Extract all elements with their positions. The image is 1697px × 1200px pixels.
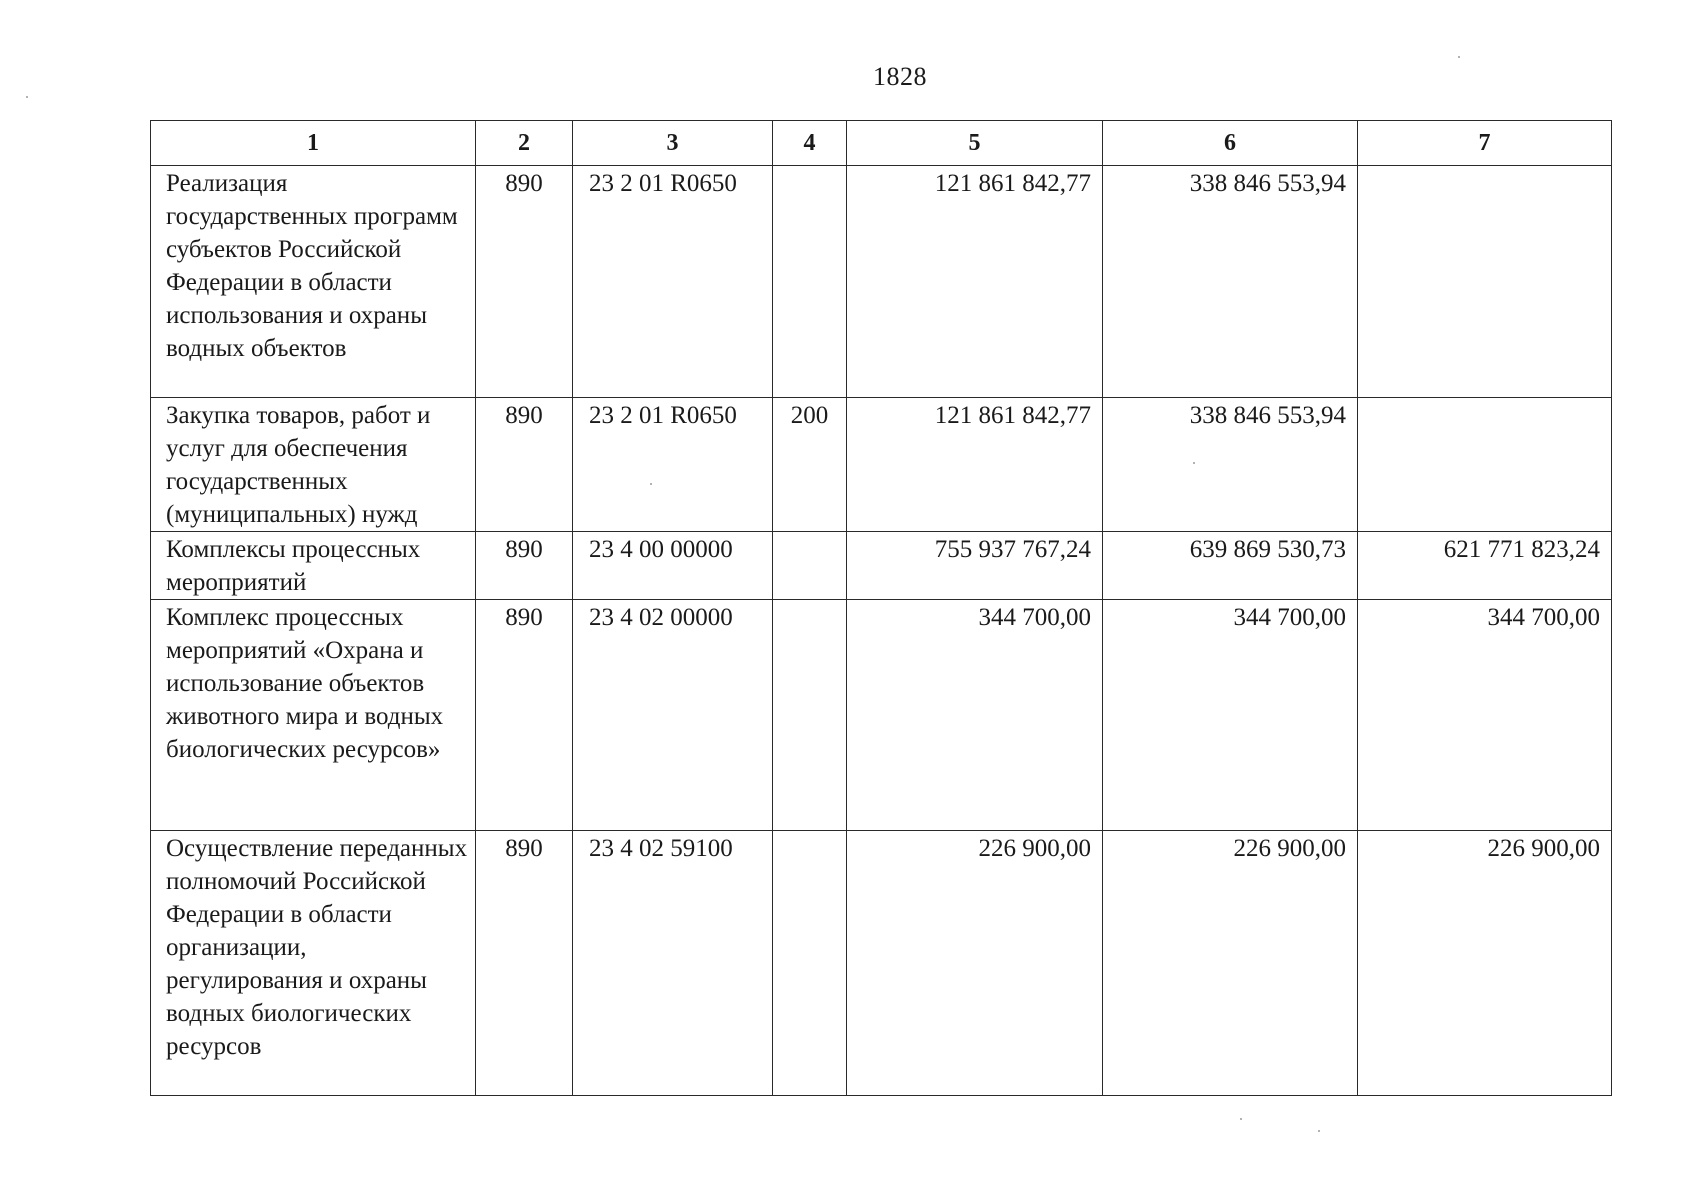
row-name: Комплексы процессных мероприятий [151, 532, 476, 600]
row-name: Осуществление переданных полномочий Российской Федерации в области организации, регулирования и охраны водных биологических ресурсов [151, 831, 476, 1096]
column-header-7: 7 [1358, 121, 1612, 166]
column-header-5: 5 [847, 121, 1103, 166]
table-header-row [151, 121, 1612, 166]
scan-speck [1458, 56, 1460, 58]
row-classifier: 23 4 00 00000 [573, 532, 773, 600]
row-expense-type [773, 831, 847, 1096]
row-name: Закупка товаров, работ и услуг для обеспечения государственных (муниципальных) нужд [151, 398, 476, 532]
row-amount-col7: 226 900,00 [1358, 831, 1612, 1096]
column-header-2: 2 [476, 121, 573, 166]
row-code: 890 [476, 398, 573, 532]
row-code: 890 [476, 831, 573, 1096]
row-classifier: 23 4 02 00000 [573, 600, 773, 831]
row-classifier: 23 2 01 R0650 [573, 398, 773, 532]
row-code: 890 [476, 532, 573, 600]
scan-speck [26, 96, 28, 98]
row-expense-type: 200 [773, 398, 847, 532]
row-name: Реализация государственных программ субъектов Российской Федерации в области использования и охраны водных объектов [151, 166, 476, 398]
row-code: 890 [476, 600, 573, 831]
row-code: 890 [476, 166, 573, 398]
row-amount-col5: 121 861 842,77 [847, 166, 1103, 398]
scan-speck [1193, 462, 1195, 464]
scan-speck [1318, 1130, 1320, 1132]
page-number: 1828 [873, 62, 927, 91]
table-row [151, 600, 1612, 831]
row-amount-col7: 621 771 823,24 [1358, 532, 1612, 600]
row-expense-type [773, 600, 847, 831]
column-header-6: 6 [1103, 121, 1358, 166]
budget-table [150, 120, 1612, 1096]
row-classifier: 23 4 02 59100 [573, 831, 773, 1096]
row-amount-col7 [1358, 166, 1612, 398]
column-header-3: 3 [573, 121, 773, 166]
row-amount-col6: 226 900,00 [1103, 831, 1358, 1096]
row-expense-type [773, 532, 847, 600]
column-header-1: 1 [151, 121, 476, 166]
row-amount-col5: 121 861 842,77 [847, 398, 1103, 532]
row-amount-col7: 344 700,00 [1358, 600, 1612, 831]
row-classifier: 23 2 01 R0650 [573, 166, 773, 398]
scan-speck [1240, 1118, 1242, 1120]
row-amount-col5: 226 900,00 [847, 831, 1103, 1096]
table-row [151, 532, 1612, 600]
row-amount-col5: 344 700,00 [847, 600, 1103, 831]
row-amount-col7 [1358, 398, 1612, 532]
row-amount-col5: 755 937 767,24 [847, 532, 1103, 600]
row-amount-col6: 338 846 553,94 [1103, 166, 1358, 398]
column-header-4: 4 [773, 121, 847, 166]
row-amount-col6: 639 869 530,73 [1103, 532, 1358, 600]
row-amount-col6: 338 846 553,94 [1103, 398, 1358, 532]
row-amount-col6: 344 700,00 [1103, 600, 1358, 831]
row-name: Комплекс процессных мероприятий «Охрана и использование объектов животного мира и водных биологических ресурсов» [151, 600, 476, 831]
table-row [151, 831, 1612, 1096]
row-expense-type [773, 166, 847, 398]
scan-speck [650, 483, 652, 485]
table-row [151, 166, 1612, 398]
table-row [151, 398, 1612, 532]
